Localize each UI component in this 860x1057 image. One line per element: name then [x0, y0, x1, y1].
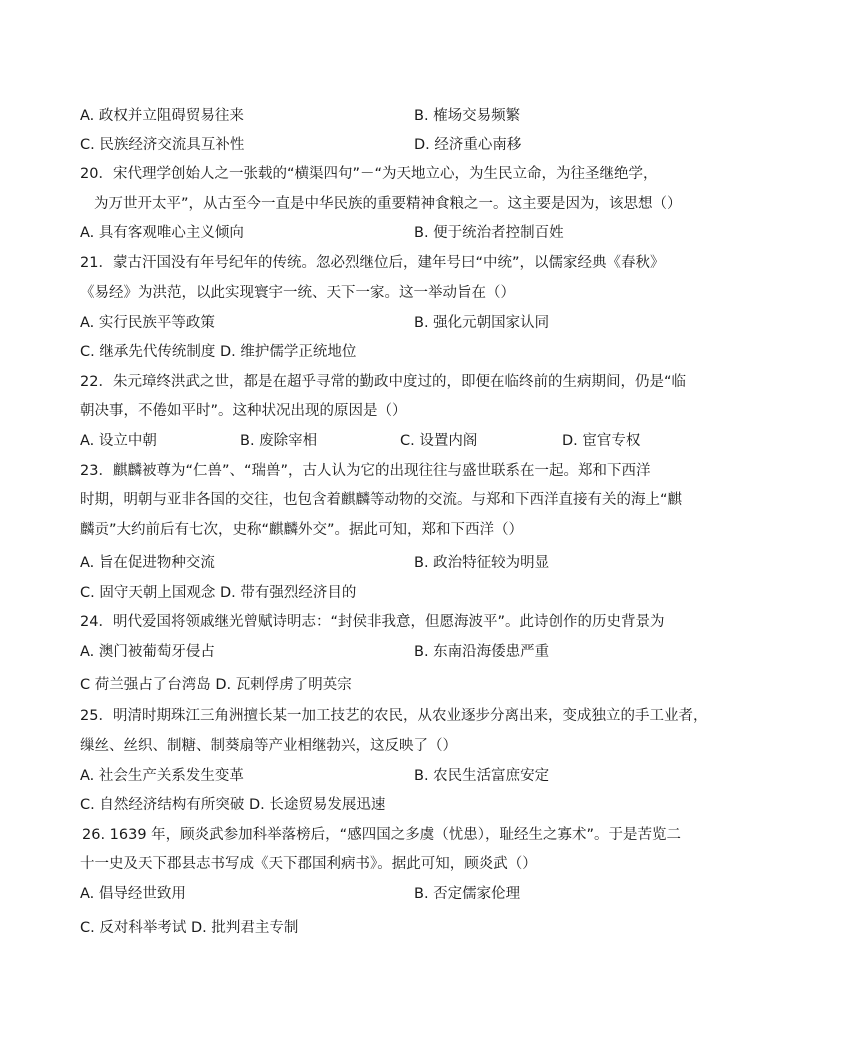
q20-option-a: A. 具有客观唯心主义倾向 — [80, 225, 244, 241]
q21-option-b: B. 强化元朝国家认同 — [414, 315, 550, 331]
q19-option-c: C. 民族经济交流具互补性 — [80, 137, 245, 153]
q25-stem-line-2: 缫丝、丝织、制糖、制葵扇等产业相继勃兴，这反映了（） — [80, 738, 457, 754]
q26-option-a: A. 倡导经世致用 — [80, 886, 186, 902]
q22-option-a: A. 设立中朝 — [80, 433, 157, 449]
q24-option-b: B. 东南沿海倭患严重 — [414, 644, 550, 660]
q21-option-a: A. 实行民族平等政策 — [80, 315, 215, 331]
q25-option-a: A. 社会生产关系发生变革 — [80, 768, 244, 784]
q20-option-b: B. 便于统治者控制百姓 — [414, 225, 564, 241]
q22-stem-line-2: 朝决事，不倦如平时”。这种状况出现的原因是（） — [80, 403, 407, 419]
q23-stem-line-2: 时期，明朝与亚非各国的交往，也包含着麒麟等动物的交流。与郑和下西洋直接有关的海上“麒 — [80, 492, 683, 508]
q20-stem-line-2: 为万世开太平”，从古至今一直是中华民族的重要精神食粮之一。这主要是因为，该思想（） — [94, 196, 682, 212]
q24-option-a: A. 澳门被葡萄牙侵占 — [80, 644, 215, 660]
q26-stem-line-2: 十一史及天下郡县志书写成《天下郡国利病书》。据此可知，顾炎武（） — [80, 856, 537, 872]
q26-option-b: B. 否定儒家伦理 — [414, 886, 521, 902]
q19-option-d: D. 经济重心南移 — [414, 137, 522, 153]
q22-option-b: B. 废除宰相 — [240, 433, 318, 449]
q22-option-d: D. 宦官专权 — [562, 433, 641, 449]
q23-stem-line-3: 麟贡”大约前后有七次，史称“麒麟外交”。据此可知，郑和下西洋（） — [80, 522, 524, 538]
q24-option-cd: C 荷兰强占了台湾岛 D. 瓦剌俘虏了明英宗 — [80, 677, 352, 693]
q22-stem-line-1: 22．朱元璋终洪武之世，都是在超乎寻常的勤政中度过的，即便在临终前的生病期间，仍是“临 — [80, 374, 686, 390]
q19-option-b: B. 榷场交易频繁 — [414, 108, 521, 124]
q24-stem-line-1: 24．明代爱国将领戚继光曾赋诗明志：“封侯非我意，但愿海波平”。此诗创作的历史背景为 — [80, 614, 665, 630]
q23-option-b: B. 政治特征较为明显 — [414, 555, 550, 571]
q22-option-c: C. 设置内阁 — [400, 433, 478, 449]
q20-stem-line-1: 20．宋代理学创始人之一张载的“横渠四句”－“为天地立心，为生民立命，为往圣继绝学， — [80, 166, 658, 182]
q26-option-cd: C. 反对科举考试 D. 批判君主专制 — [80, 920, 299, 936]
q21-stem-line-1: 21．蒙古汗国没有年号纪年的传统。忽必烈继位后，建年号曰“中统”，以儒家经典《春秋》 — [80, 255, 665, 271]
q21-option-cd: C. 继承先代传统制度 D. 维护儒学正统地位 — [80, 344, 357, 360]
q23-option-a: A. 旨在促进物种交流 — [80, 555, 215, 571]
q25-stem-line-1: 25．明清时期珠江三角洲擅长某一加工技艺的农民，从农业逐步分离出来，变成独立的手工业者， — [80, 708, 708, 724]
q26-stem-line-1: 26. 1639 年，顾炎武参加科举落榜后，“感四国之多虞（忧患），耻经生之寡术”。于是苦览二 — [82, 827, 681, 843]
q19-option-a: A. 政权并立阻碍贸易往来 — [80, 108, 244, 124]
q25-option-b: B. 农民生活富庶安定 — [414, 768, 550, 784]
q21-stem-line-2: 《易经》为洪范，以此实现寰宇一统、天下一家。这一举动旨在（） — [80, 285, 515, 301]
q25-option-cd: C. 自然经济结构有所突破 D. 长途贸易发展迅速 — [80, 797, 386, 813]
q23-stem-line-1: 23．麒麟被尊为“仁兽”、“瑞兽”，古人认为它的出现往往与盛世联系在一起。郑和下西洋 — [80, 463, 651, 479]
q23-option-cd: C. 固守天朝上国观念 D. 带有强烈经济目的 — [80, 585, 357, 601]
